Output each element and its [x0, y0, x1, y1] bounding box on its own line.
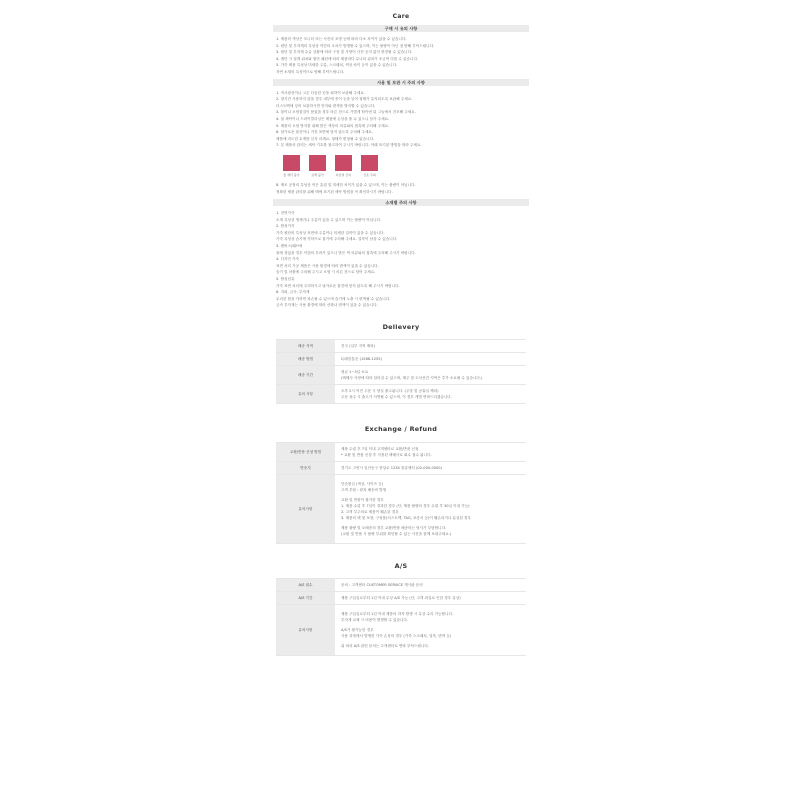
storage-notice-item: 2. 장기간 사용하지 않을 경우 내부에 종이 등을 넣어 형태가 유지되도록 보관해 주세요. — [276, 97, 413, 102]
purchase-notice-item: 4. 재단 시 절개 위치와 원단 패턴에 따라 제품마다 무늬의 위치가 조금씩 다를 수 있습니다. — [276, 56, 419, 61]
delivery-value-line: 평균 1~3일 소요 — [341, 370, 369, 374]
as-value-line: 문의 : 고객센터 CUSTOMER SERVICE 게시판 문의 — [341, 583, 423, 587]
exchange-value-line: 2. 고객 부주의로 제품이 훼손된 경우 — [341, 510, 399, 514]
delivery-value — [335, 340, 526, 353]
as-value-line: A/S가 불가능한 경우 — [341, 628, 374, 632]
delivery-row — [276, 385, 526, 404]
as-value-line: 사용 과정에서 발생한 가죽 손상의 경우 (가죽 스크래치, 얼룩, 변색 등) — [341, 634, 452, 638]
material-notice-item: 금속 부자재는 사용 환경에 따라 산화나 변색이 있을 수 있습니다. — [276, 303, 378, 308]
exchange-value-line: 교환 및 반품이 불가한 경우 — [341, 498, 384, 502]
delivery-value — [335, 353, 526, 366]
material-notice-bar: 소재별 주의 사항 — [273, 199, 529, 206]
delivery-value-line: 전국 (일부 지역 제외) — [341, 344, 376, 348]
storage-notice-item: 5. 제품의 오염 방지를 위해 밝은 색상의 의류와의 접촉에 주의해 주세요. — [276, 123, 390, 128]
exchange-value-line: (교환 및 반품 시 불량 부위를 확인할 수 있는 사진을 함께 보내주세요.) — [341, 532, 452, 536]
delivery-key: 배송 방법 — [276, 353, 335, 366]
purchase-notice-list — [273, 36, 529, 76]
exchange-value-line: 제품 불량 및 오배송의 경우 교환/반품 배송비는 당사가 부담합니다. — [341, 526, 447, 530]
material-notice-item: 소재 특성상 생채기나 주름이 있을 수 있으며 이는 불량이 아닙니다. — [276, 217, 382, 222]
as-key: A/S 기간 — [276, 592, 335, 605]
storage-notice-list — [273, 90, 529, 149]
as-row — [276, 579, 526, 592]
purchase-notice-item: 3. 원단 및 부자재 수급 상황에 따라 구성 및 사양이 사전 공지 없이 변경될 수 있습니다. — [276, 50, 413, 55]
as-value-line: 위 외의 A/S 관련 문의는 고객센터로 연락 부탁드립니다. — [341, 644, 429, 648]
care-symbol — [283, 155, 300, 177]
care-symbol — [335, 155, 352, 177]
care-title: Care — [392, 13, 410, 20]
delivery-key: 배송 기간 — [276, 366, 335, 385]
care-symbol-icon — [361, 155, 378, 171]
care-symbol-icon — [309, 155, 326, 171]
storage-notice-item: 6. 날카로운 물건이나 거친 표면에 닿지 않도록 주의해 주세요. — [276, 130, 374, 135]
material-notice-item: 4. 디자인 가죽 — [276, 257, 300, 262]
purchase-notice-bar: 구매 시 유의 사항 — [273, 25, 529, 32]
material-notice-item: 습기 및 마찰에 주의해 주시고 오염 시 마른 천으로 닦아 주세요. — [276, 270, 376, 275]
storage-notice-item: 4. 물 세탁이나 드라이클리닝은 제품에 손상을 줄 수 있으니 삼가 주세요. — [276, 116, 390, 121]
delivery-key: 유의 사항 — [276, 385, 335, 404]
delivery-title: Delievery — [382, 323, 420, 331]
care-symbol-icon — [335, 155, 352, 171]
exchange-value — [335, 475, 526, 544]
material-notice-item: 5. 합성섬유 — [276, 277, 295, 282]
care-symbol-caption: 물 세탁 불가 — [283, 172, 300, 177]
product-info-page — [273, 0, 529, 656]
delivery-value-line: 주문 폭주 시 출고가 지연될 수 있으며, 이 경우 개별 연락드리겠습니다. — [341, 395, 452, 399]
delivery-row — [276, 353, 526, 366]
as-key: A/S 접수 — [276, 579, 335, 592]
purchase-notice-item: 1. 제품의 색상은 모니터 또는 사진의 조명 등에 따라 다소 차이가 있을 수 있습니다. — [276, 37, 407, 41]
delivery-value-line: (택배사 사정에 따라 달라질 수 있으며, 제주 및 도서산간 지역은 추가 소요될 수 있습니다.) — [341, 376, 483, 380]
storage-notice-item: 7. 본 제품의 관리는 세탁 기호를 참고하여 주시기 바랍니다. 아래 표기된 방법을 따라 주세요. — [276, 143, 422, 148]
delivery-key: 배송 지역 — [276, 340, 335, 353]
exchange-value — [335, 443, 526, 462]
exchange-row — [276, 443, 526, 462]
exchange-value-line: 경기도 고양시 일산동구 중앙로 1234 물류센터 (02-000-0000) — [341, 466, 442, 470]
storage-notice-item: 3. 물이나 오염물질이 묻었을 경우 마른 천으로 가볍게 닦아낸 뒤 그늘에서 건조해 주세요. — [276, 110, 416, 115]
care-symbol-caption: 건조 주의 — [363, 172, 376, 177]
storage-notice-bar: 사용 및 보관 시 주의 사항 — [273, 79, 529, 86]
material-notice-item: 1. 천연가죽 — [276, 211, 295, 216]
as-row — [276, 592, 526, 605]
storage-notice-item: 정확한 제품 관리를 위해 택에 표기된 세탁 방법을 꼭 확인하시기 바랍니다. — [276, 189, 393, 194]
storage-notice-extra — [273, 182, 529, 195]
delivery-row — [276, 340, 526, 353]
as-table — [276, 578, 526, 656]
delivery-table — [276, 339, 526, 404]
purchase-notice-item: 5. 가죽 제품 특성상 미세한 주름, 스크래치, 색상 차이 등이 있을 수 있습니다. — [276, 63, 398, 68]
care-symbol-caption: 다림질 금지 — [335, 172, 352, 177]
material-notice-item: 무리한 힘을 가하면 파손될 수 있으며 습기에 노출 시 변색될 수 있습니다. — [276, 296, 391, 301]
exchange-title: Exchange / Refund — [364, 425, 438, 433]
exchange-table — [276, 442, 526, 544]
as-key: 유의사항 — [276, 605, 335, 656]
material-notice-item: 물에 젖었을 경우 이염의 우려가 있으니 밝은 색 의류와의 접촉에 주의해 주시기 바랍니다. — [276, 250, 416, 255]
exchange-key: 교환/반품 신청 방법 — [276, 443, 335, 462]
storage-notice-item: 1. 직사광선이나 고온 다습한 곳을 피하여 보관해 주세요. — [276, 90, 365, 95]
exchange-key: 반송지 — [276, 462, 335, 475]
as-value-line: 부자재 교체 시 비용이 발생할 수 있습니다. — [341, 618, 409, 622]
care-symbol-caption: 표백 불가 — [311, 172, 324, 177]
storage-notice-item: 8. 제조 공정의 특성상 작은 흠집 및 미세한 차이가 있을 수 있으며, 이는 불량이 아닙니다. — [276, 182, 416, 187]
care-symbol — [361, 155, 378, 177]
as-row — [276, 605, 526, 656]
care-symbol-icon — [283, 155, 300, 171]
delivery-row — [276, 366, 526, 385]
as-title: A/S — [394, 562, 408, 570]
material-notice-item: 가죽 특성상 습기에 약하므로 물기에 주의해 주세요. 얼룩이 남을 수 있습니다. — [276, 237, 398, 242]
exchange-value-line: * 교환 및 반품 신청 후 지정된 택배사로 회수 접수 됩니다. — [341, 453, 432, 457]
material-notice-item: 표면 처리 가공 제품은 사용 환경에 따라 변색이 있을 수 있습니다. — [276, 263, 379, 268]
delivery-value — [335, 385, 526, 404]
delivery-value-line: CJ대한통운 (1588-1255) — [341, 357, 382, 361]
exchange-row — [276, 462, 526, 475]
delivery-value — [335, 366, 526, 385]
purchase-notice-item: 자연 소재의 특성이므로 양해 부탁드립니다. — [276, 69, 345, 74]
as-value — [335, 592, 526, 605]
exchange-value-line: 3. 제품의 택 및 포장, 구성품(더스트백, TAG, 보증서 등)이 훼손되거나 분실된 경우 — [341, 516, 471, 520]
exchange-value-line: 고객 부담 : 왕복 배송비 발생 — [341, 488, 387, 492]
exchange-row — [276, 475, 526, 544]
care-symbols — [273, 155, 529, 177]
exchange-key: 유의사항 — [276, 475, 335, 544]
care-symbol — [309, 155, 326, 177]
as-value — [335, 605, 526, 656]
exchange-value-line: 단순변심 (색상, 사이즈 등) — [341, 482, 384, 486]
material-notice-item: 가죽 표면 처리에 주의하시고 날카로운 물건에 닿지 않도록 해 주시기 바랍니다. — [276, 283, 400, 288]
material-notice-list — [273, 210, 529, 309]
material-notice-item: 3. 캔버스/패브릭 — [276, 244, 303, 249]
exchange-value — [335, 462, 526, 475]
delivery-value-line: 오후 2시 이전 주문 시 당일 출고됩니다. (주말 및 공휴일 제외) — [341, 389, 439, 393]
storage-notice-item: 더스트백에 넣어 보관하시면 먼지와 변색을 방지할 수 있습니다. — [276, 103, 376, 108]
as-value-line: 제품 구입일로부터 1년 이내 제품의 하자 발생 시 무상 수리 가능합니다. — [341, 612, 454, 616]
as-value — [335, 579, 526, 592]
exchange-value-line: 제품 수령 후 7일 이내 고객센터로 교환/반품 신청 — [341, 447, 419, 451]
material-notice-item: 6. 지퍼, 금속, 부자재 — [276, 290, 310, 295]
exchange-value-line: 1. 제품 수령 후 7일이 경과한 경우 (단, 제품 불량의 경우 수령 후 30일 이내 가능) — [341, 504, 470, 508]
storage-notice-item: 제품에 과도한 무게를 싣지 마세요. 형태가 변형될 수 있습니다. — [276, 136, 375, 141]
material-notice-item: 2. 합성가죽 — [276, 224, 295, 229]
purchase-notice-item: 2. 원단 및 부자재의 특성상 약간의 오차가 발생할 수 있으며, 이는 불량이 아닌 점 양해 부탁드립니다. — [276, 43, 435, 48]
as-value-line: 제품 구입일로부터 1년 이내 무상 A/S 가능 (단, 고객 과실로 인한 경우 유상) — [341, 596, 461, 600]
material-notice-item: 가죽 원단의 특성상 표면에 주름이나 미세한 얼룩이 있을 수 있습니다. — [276, 230, 385, 235]
